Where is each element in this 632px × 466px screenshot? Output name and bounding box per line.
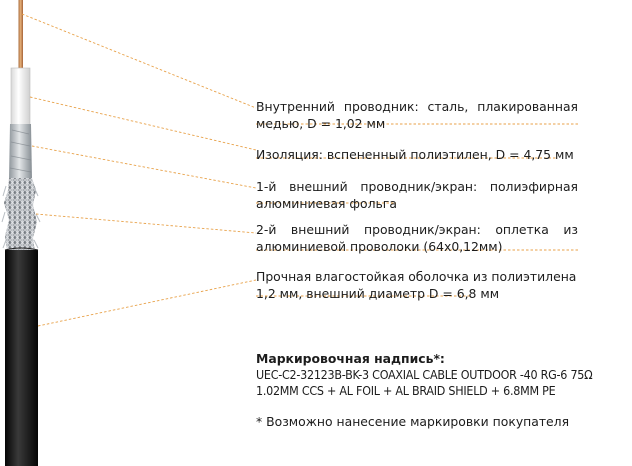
leader-line-foil [32,146,256,188]
label-jacket: Прочная влагостойкая оболочка из полиэтилена 1,2 мм, внешний диаметр D = 6,8 мм [256,269,577,301]
label-outer-conductor-1: 1-й внешний проводник/экран: полиэфирная алюминиевая фольга [256,179,578,211]
marking-title: Маркировочная надпись*: [256,351,445,366]
marking-line-2: 1.02MM CCS + AL FOIL + AL BRAID SHIELD + 6.8MM PE [256,383,556,398]
insulation-layer [11,68,30,126]
braid-layer [4,178,37,252]
leader-line-braid [36,214,256,233]
jacket-layer [5,250,38,466]
label-inner-conductor: Внутренний проводник: сталь, плакированная медью, D = 1,02 мм [256,99,578,131]
marking-block [256,351,632,399]
label-insulation: Изоляция: вспененный полиэтилен, D = 4,75 мм [256,147,574,162]
marking-line-1: UEC-C2-32123B-BK-3 COAXIAL CABLE OUTDOOR -40 RG-6 75Ω [256,367,593,382]
leader-line-jacket [38,280,256,326]
footnote: * Возможно нанесение маркировки покупателя [256,414,570,429]
label-outer-conductor-2: 2-й внешний проводник/экран: оплетка из алюминиевой проволоки (64x0,12мм) [256,222,578,254]
inner-conductor-wire [19,0,24,70]
leader-line-insulation [30,97,256,150]
leader-line-inner-conductor [22,14,256,108]
